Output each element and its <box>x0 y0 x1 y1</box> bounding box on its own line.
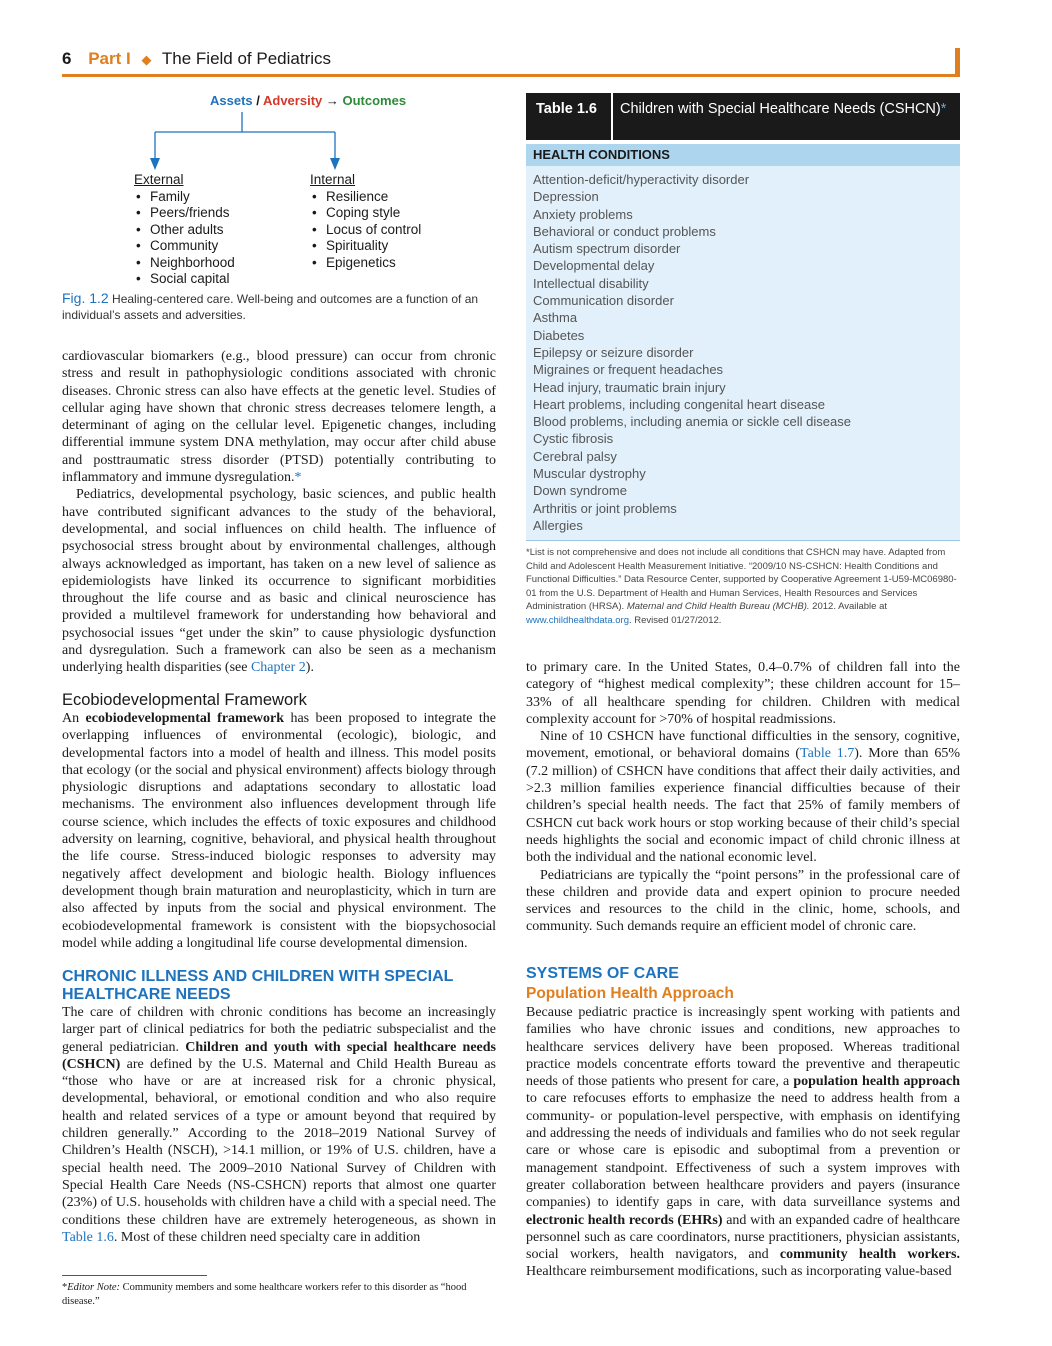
list-item: • Spirituality <box>310 238 421 255</box>
section-title: The Field of Pediatrics <box>161 49 332 68</box>
paragraph: Because pediatric practice is increasingly spent working with patients and families who have chronic issues and conditions, new approaches to healthcare services delivery have been proposed. Whereas traditional practice models concentrate efforts toward the preventive and therapeutic needs of those patients who present for care, a population health approach to care refocuses efforts to emphasize the need to address health from a community- or population-level perspective, with emphasis on identifying and addressing the needs of individuals and families who do not seek regular care or whose care is episodic and suboptimal from a prevention or management standpoint. Effectiveness of such a system improves with greater collaboration between healthcare providers and payers (insurance companies) to identify gaps in care, with data surveillance systems and electronic health records (EHRs) and with an expanded cadre of healthcare personnel such as care coordinators, nurse practitioners, physician assistants, social workers, health navigators, and community health workers. Healthcare reimbursement modifications, such as incorporating value-based <box>526 1005 961 1280</box>
footnote: *Editor Note: Community members and some healthcare workers refer to this disorder as “hood disease.” <box>62 1282 467 1307</box>
figure-caption <box>62 290 502 323</box>
table-row: Communication disorder <box>533 293 674 309</box>
table-row: Migraines or frequent headaches <box>533 362 724 378</box>
table-row: Attention-deficit/hyperactivity disorder <box>533 172 750 187</box>
table-row: Intellectual disability <box>533 275 649 291</box>
table-row: Diabetes <box>533 327 585 343</box>
paragraph: cardiovascular biomarkers (e.g., blood pressure) can occur from chronic stress and result in pathophysiologic conditions associated with chronic diseases. Chronic stress can also have effects at the genetic level. Studies of cellular aging have shown that chronic stress decreases telomere length, a determinant of aging on the cellular level. Epigenetic changes, including differential immune system DNA methylation, may occur after child abuse and posttraumatic stress disorder (PTSD) potentially contributing to inflammatory and immune dysregulation.* <box>62 349 496 486</box>
table-row: Blood problems, including anemia or sickle cell disease <box>533 414 851 430</box>
table-1-6-link[interactable]: Table 1.6 <box>62 1229 114 1245</box>
page-number: 6 <box>62 49 72 68</box>
paragraph: Nine of 10 CSHCN have functional difficulties in the sensory, cognitive, movement, emotional, or behavioral domains (Table 1.7). More than 65% (7.2 million) of CSHCN have conditions that affect their daily activities, and >2.3 million families experience financial difficulties because of their children’s special health needs. The fact that 25% of family members of CSHCN cut back work hours or stop working because of their child’s special needs highlights the social and economic impact of child chronic illness at both the individual and the national economic level. <box>526 729 960 866</box>
diamond-icon: ◆ <box>141 52 152 67</box>
list-item: • Other adults <box>134 222 235 239</box>
table-header <box>526 93 960 140</box>
table-row: Behavioral or conduct problems <box>533 223 716 239</box>
header-rule-tick <box>955 48 960 74</box>
list-item: • Coping style <box>310 205 421 222</box>
paragraph: to primary care. In the United States, 0.4–0.7% of children fall into the category of “highest medical complexity”; these children account for 15–33% of all healthcare spending for children. Children with medical complexity account for >70% of hospital readmissions. <box>526 660 960 727</box>
list-item: • Neighborhood <box>134 255 235 272</box>
list-item: • Family <box>134 189 235 206</box>
population-health-heading: Population Health Approach <box>526 985 734 1002</box>
table-row: Cerebral palsy <box>533 448 617 464</box>
table-number: Table 1.6 <box>536 101 597 117</box>
table-row: Cystic fibrosis <box>533 431 614 447</box>
table-row: Muscular dystrophy <box>533 466 646 482</box>
table-row: Epilepsy or seizure disorder <box>533 344 694 360</box>
table-subheading: HEALTH CONDITIONS <box>526 144 960 166</box>
chronic-illness-heading: CHRONIC ILLNESS AND CHILDREN WITH SPECIAL HEALTHCARE NEEDS <box>62 968 454 1003</box>
figure-branch-arrows <box>140 112 360 174</box>
systems-of-care-heading: SYSTEMS OF CARE <box>526 965 679 982</box>
table-body <box>526 166 960 541</box>
population-health-section <box>526 1004 960 1281</box>
table-row: Asthma <box>533 310 578 326</box>
table-row: Down syndrome <box>533 483 627 499</box>
list-item: • Peers/friends <box>134 205 235 222</box>
table-row: Anxiety problems <box>533 206 633 222</box>
chronic-illness-section <box>62 1004 496 1246</box>
external-heading: External <box>134 172 184 187</box>
table-row: Allergies <box>533 517 583 533</box>
paragraph: Pediatrics, developmental psychology, basic sciences, and public health have contributed significant advances to the study of the behavioral, developmental, and social influences on child health. The influence of psychosocial stress brought about by environmental challenges, although always acknowledged as important, has taken on a new level of salience as epidemiologists have linked its occurrence to significant morbidities throughout the life course and as basic and clinical neuroscience has provided a multilevel framework for understanding how behavioral and psychosocial issues “get under the skin” to cause physiologic dysfunction and dysregulation. Such a framework can also be seen as a mechanism underlying health disparities (see Chapter 2). <box>62 487 496 676</box>
figure-title: Assets / Adversity → Outcomes <box>210 93 407 108</box>
footnote-marker[interactable]: * <box>294 470 302 486</box>
internal-heading: Internal <box>310 172 356 187</box>
table-row: Depression <box>533 189 599 205</box>
table-row: Developmental delay <box>533 258 655 274</box>
list-item: • Resilience <box>310 189 421 206</box>
part-label: Part I <box>88 49 131 68</box>
left-column-intro <box>62 348 496 677</box>
list-item: • Epigenetics <box>310 255 421 272</box>
table-footnote: *List is not comprehensive and does not include all conditions that CSHCN may have. Adapted from Child and Adolescent Health Measurement Initiative. “2009/10 NS-CSHCN: Health Conditions and Functional Difficulties.” Data Resource Center, supported by Cooperative Agreement 1-U59-MC06980-01 from the U.S. Department of Health and Human Services, Health Resources and Services Administration (HRSA). Maternal and Child Health Bureau (MCHB). 2012. Available at www.childhealthdata.org. Revised 01/27/2012. <box>526 547 957 626</box>
list-item: • Community <box>134 238 235 255</box>
footnote-rule <box>62 1275 207 1276</box>
paragraph: An ecobiodevelopmental framework has been proposed to integrate the overlapping influences of environmental (ecologic), biologic, and developmental factors into a model of health and illness. This model posits that ecology (or the social and physical environment) affects biology through physiologic disruptions and adaptations secondary to allostatic load mechanisms. The environment also influences development through life course science, which includes the effects of toxic exposures and childhood adversity on learning, cognitive, behavioral, and physical health throughout the life course. Stress-induced biologic responses to adversity may negatively affect development and biologic health. Biology influences development though brain maturation and neuroplasticity, which in turn are also affected by inputs from the social and physical environment. The ecobiodevelopmental framework is consistent with the biopsychosocial model while adding a longitudinal life course developmental dimension. <box>62 711 496 951</box>
internal-assets-list <box>310 172 421 271</box>
table-title: Children with Special Healthcare Needs (CSHCN)* <box>620 101 947 117</box>
running-header <box>62 48 960 77</box>
table-row: Autism spectrum disorder <box>533 241 681 257</box>
table-row: Heart problems, including congenital heart disease <box>533 396 825 412</box>
table-row: Head injury, traumatic brain injury <box>533 379 726 395</box>
right-column-text <box>526 659 960 936</box>
paragraph: Pediatricians are typically the “point persons” in the professional care of these children and provide data and expert opinion to procure needed services and resources to the child in the clinic, home, schools, and community. Such demands require an efficient model of chronic care. <box>526 867 960 935</box>
external-assets-list <box>134 172 235 288</box>
figure-label: Fig. 1.2 <box>62 290 109 306</box>
childhealthdata-link[interactable]: www.childhealthdata.org <box>526 614 629 626</box>
ecobiodevelopmental-heading: Ecobiodevelopmental Framework <box>62 691 307 709</box>
ecobiodevelopmental-section <box>62 710 496 952</box>
chapter-2-link[interactable]: Chapter 2 <box>250 660 306 676</box>
list-item: • Social capital <box>134 271 235 288</box>
figure-caption-text: Healing-centered care. Well-being and outcomes are a function of an individual’s assets and adversities. <box>62 292 479 322</box>
table-header-divider <box>611 93 613 140</box>
list-item: • Locus of control <box>310 222 421 239</box>
paragraph: The care of children with chronic conditions has become an increasingly larger part of clinical pediatrics for both the pediatric subspecialist and the general pediatrician. Children and youth with special healthcare needs (CSHCN) are defined by the U.S. Maternal and Child Health Bureau as “those who have or are at increased risk for a chronic physical, developmental, behavioral, or emotional condition and who also require health and related services of a type or amount beyond that required by children generally.” According to the 2018–2019 National Survey of Children’s Health (NSCH), >14.1 million, or 19% of U.S. children, have a special health need. The 2009–2010 National Survey of Children with Special Health Care Needs (NS-CSHCN) reports that almost one quarter (23%) of U.S. households with children have a child with a special need. The conditions these children have are extremely heterogeneous, as shown in Table 1.6. Most of these children need specialty care in addition <box>62 1005 496 1245</box>
table-row: Arthritis or joint problems <box>533 500 677 516</box>
table-1-7-link[interactable]: Table 1.7 <box>800 746 855 762</box>
